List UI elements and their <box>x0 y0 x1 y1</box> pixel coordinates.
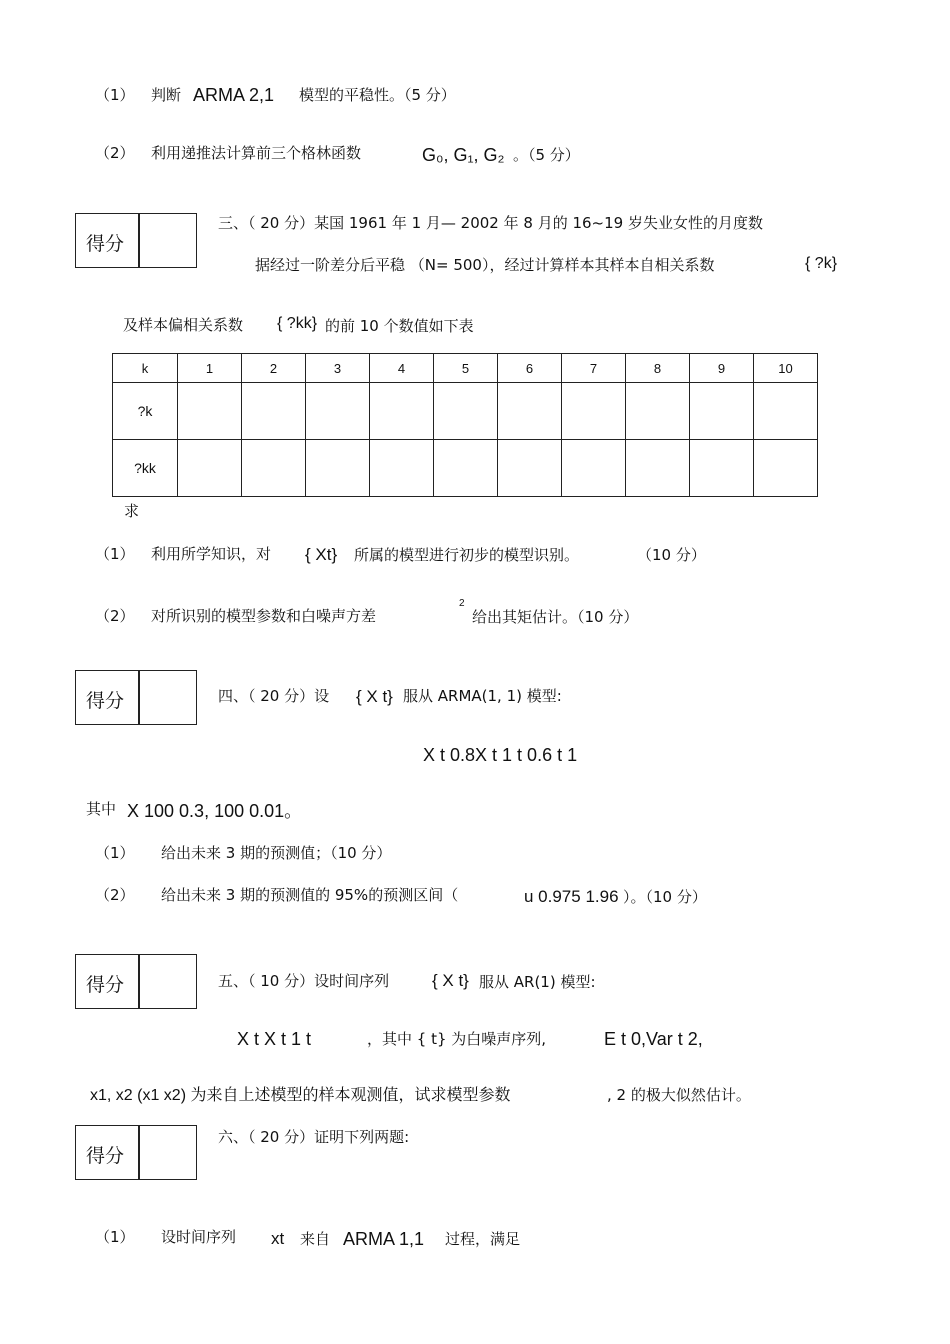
q3-item1-score: （10 分） <box>637 546 706 564</box>
q2-item1-text-a: 判断 <box>151 86 182 104</box>
table-cell <box>562 383 626 440</box>
q3-item1-symbol: { Xt} <box>305 545 338 564</box>
q5-line3-b: , 2 的极大似然估计。 <box>607 1086 751 1104</box>
q3-item1-text-a: 利用所学知识，对 <box>151 545 272 563</box>
q5-line1-b: 服从 AR(1) 模型: <box>479 973 596 991</box>
q6-item1-text-c: 过程，满足 <box>445 1230 521 1248</box>
q6-item1-text-b: 来自 <box>300 1230 331 1248</box>
table-cell <box>690 440 754 497</box>
q5-line1-a: 五、（ 10 分）设时间序列 <box>218 972 390 990</box>
score-box-divider <box>138 671 140 724</box>
q2-item2-number: （2） <box>95 144 135 162</box>
table-header-cell: 2 <box>242 354 306 383</box>
q3-pacf-symbol: { ?kk} <box>277 315 318 332</box>
score-box-divider <box>138 955 140 1008</box>
table-header-row <box>113 354 818 383</box>
table-header-cell: 6 <box>498 354 562 383</box>
q3-line3-b: 的前 10 个数值如下表 <box>325 317 474 335</box>
q4-given-a: 其中 <box>86 800 117 818</box>
q2-item1-arma: ARMA 2,1 <box>193 85 275 105</box>
score-box-label: 得分 <box>86 690 125 712</box>
table-row-label-acf: ?k <box>113 383 178 440</box>
q2-item2-text-b: 。（5 分） <box>513 146 580 164</box>
table-cell <box>370 383 434 440</box>
table-cell <box>434 440 498 497</box>
q3-item2-text-b: 给出其矩估计。（10 分） <box>472 608 639 626</box>
q5-equation-c: E t 0,Var t 2, <box>604 1029 703 1049</box>
table-cell <box>434 383 498 440</box>
q6-item1-text-a: 设时间序列 <box>161 1228 237 1246</box>
table-header-cell: 1 <box>178 354 242 383</box>
q2-item2-text-a: 利用递推法计算前三个格林函数 <box>151 144 362 162</box>
score-box-label: 得分 <box>86 1145 125 1167</box>
q4-given-b: X 100 0.3, 100 0.01。 <box>127 801 303 821</box>
q2-item2-green-functions: G₀, G₁, G₂ <box>422 145 505 165</box>
q6-item1-arma: ARMA 1,1 <box>343 1229 425 1249</box>
q4-line1-symbol: { X t} <box>356 687 393 706</box>
q3-item1-number: （1） <box>95 545 135 563</box>
score-box-label: 得分 <box>86 974 125 996</box>
score-box-q3 <box>75 213 197 268</box>
score-box-divider <box>138 214 140 267</box>
table-header-cell: 5 <box>434 354 498 383</box>
table-header-cell: 7 <box>562 354 626 383</box>
q3-item2-square: 2 <box>459 598 465 609</box>
acf-pacf-table <box>112 353 818 497</box>
table-row-acf <box>113 383 818 440</box>
table-header-cell: 10 <box>754 354 818 383</box>
table-cell <box>370 440 434 497</box>
q4-line1-a: 四、（ 20 分）设 <box>218 687 330 705</box>
score-box-divider <box>138 1126 140 1179</box>
table-cell <box>626 440 690 497</box>
table-cell <box>242 440 306 497</box>
q6-item1-number: （1） <box>95 1228 135 1246</box>
table-row-label-pacf: ?kk <box>113 440 178 497</box>
table-header-cell: k <box>113 354 178 383</box>
table-cell <box>178 440 242 497</box>
table-cell <box>178 383 242 440</box>
q3-qiu: 求 <box>124 502 140 520</box>
score-box-label: 得分 <box>86 233 125 255</box>
table-cell <box>562 440 626 497</box>
q4-equation: X t 0.8X t 1 t 0.6 t 1 <box>423 745 578 765</box>
q4-item2-number: （2） <box>95 886 135 904</box>
table-header-cell: 3 <box>306 354 370 383</box>
table-cell <box>626 383 690 440</box>
q5-equation-b: ，其中 { t} 为白噪声序列, <box>367 1030 547 1048</box>
table-cell <box>498 383 562 440</box>
table-row-pacf <box>113 440 818 497</box>
q3-line2: 据经过一阶差分后平稳 （N= 500），经过计算样本其样本自相关系数 <box>255 256 715 274</box>
q4-item2-text-b: ）。（10 分） <box>623 888 707 906</box>
q2-item1-number: （1） <box>95 86 135 104</box>
table-cell <box>306 440 370 497</box>
q3-line1: 三、（ 20 分）某国 1961 年 1 月— 2002 年 8 月的 16~19 岁失业女性的月度数 <box>218 214 763 232</box>
q4-item1-number: （1） <box>95 844 135 862</box>
q5-equation-a: X t X t 1 t <box>237 1029 312 1049</box>
q3-acf-symbol: { ?k} <box>805 255 838 272</box>
table-cell <box>754 440 818 497</box>
q3-item2-text-a: 对所识别的模型参数和白噪声方差 <box>151 607 377 625</box>
score-box-q4 <box>75 670 197 725</box>
q6-line1: 六、（ 20 分）证明下列两题: <box>218 1128 410 1146</box>
q4-item2-text-a: 给出未来 3 期的预测值的 95%的预测区间（ <box>161 886 459 904</box>
q4-item1-text: 给出未来 3 期的预测值；（10 分） <box>161 844 392 862</box>
q5-line1-symbol: { X t} <box>432 971 469 990</box>
table-header-cell: 8 <box>626 354 690 383</box>
table-header-cell: 9 <box>690 354 754 383</box>
q3-item1-text-b: 所属的模型进行初步的模型识别。 <box>354 546 580 564</box>
q4-item2-quantile: u 0.975 1.96 <box>524 887 619 906</box>
q6-item1-symbol: xt <box>271 1229 285 1248</box>
score-box-q6 <box>75 1125 197 1180</box>
table-header-cell: 4 <box>370 354 434 383</box>
q2-item1-text-b: 模型的平稳性。（5 分） <box>299 86 456 104</box>
q4-line1-b: 服从 ARMA(1, 1) 模型: <box>403 687 562 705</box>
table-cell <box>690 383 754 440</box>
q3-line3-a: 及样本偏相关系数 <box>123 316 244 334</box>
table-cell <box>242 383 306 440</box>
table-cell <box>754 383 818 440</box>
score-box-q5 <box>75 954 197 1009</box>
q3-item2-number: （2） <box>95 607 135 625</box>
q5-line3: x1, x2 (x1 x2) 为来自上述模型的样本观测值，试求模型参数 <box>90 1087 511 1104</box>
table-cell <box>498 440 562 497</box>
table-cell <box>306 383 370 440</box>
